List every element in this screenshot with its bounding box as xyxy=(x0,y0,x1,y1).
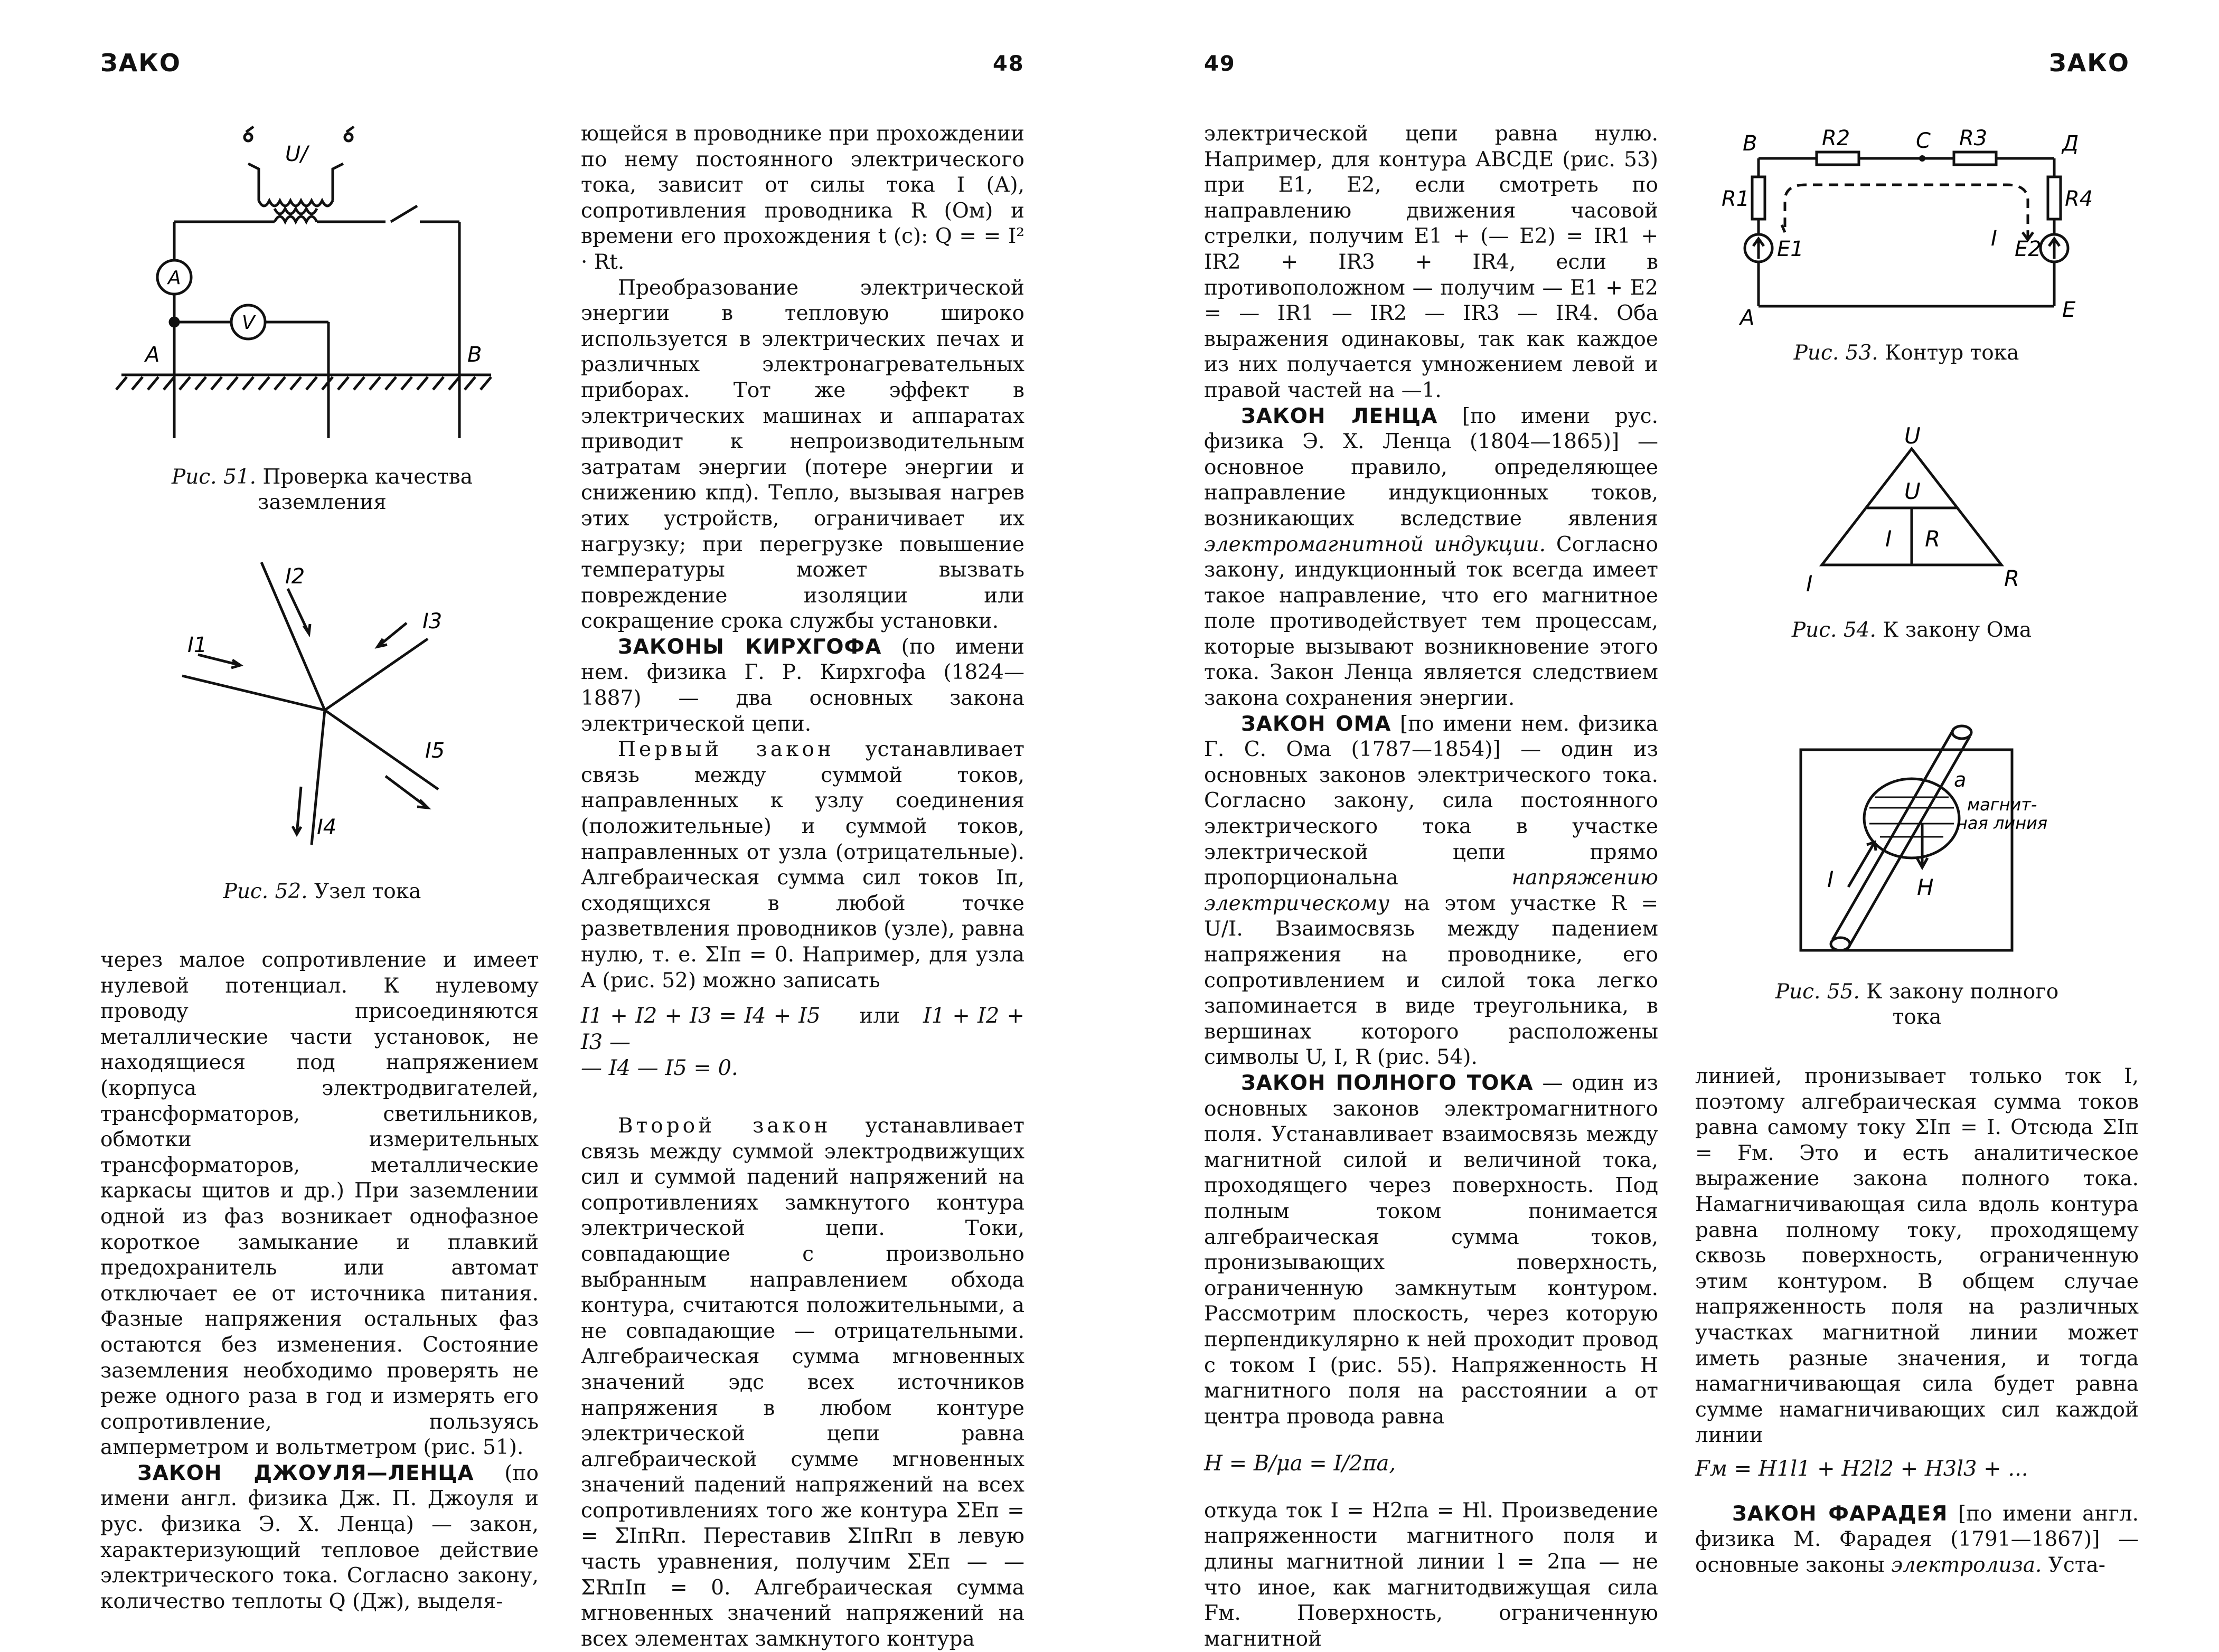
fig51-transformer-label: U/ xyxy=(285,142,308,166)
fig55-full-current-diagram xyxy=(1795,718,2091,961)
fig53-r4-label: R4 xyxy=(2065,187,2093,211)
after-formula-paragraph: откуда ток I = H2πa = Hl. Произведение напряженности магнитного поля и длины магнитной линии l = 2πa — не что иное, как магнитодвижущая сила Fм. Поверхность, ограниченную магнитной xyxy=(1204,1498,1658,1651)
fig54-u-outer: U xyxy=(1904,423,1921,449)
first-law-lead: Первый закон xyxy=(618,738,834,762)
fig52-caption-text: Узел тока xyxy=(314,880,421,903)
second-law-text: устанавливает связь между суммой электродвижущих сил и суммой падений напряжений на сопротивлениях замкнутого контура электрической цепи. Токи, совпадающие с произвольно выбранным направлением обхода контура, считаются положительными, а не совпадающие — отрицательными. Алгебраическая сумма мгновенных значений эдс всех источников напряжения в любом контуре электрической цепи равна алгебраической сумме мгновенных значений падений напряжений на всех сопротивлениях того же контура ΣEп = = ΣIпRп. Переставив ΣIпRп в левую часть уравнения, получим ΣEп — — ΣRпIп = 0. Алгебраическая сумма мгновенных значений напряжений на всех элементах замкнутого контура xyxy=(581,1113,1024,1651)
ohm-text-a: [по имени нем. физика Г. С. Ома (1787—1854)] — один из основных законов электрического тока. Согласно закону, сила постоянного электрического тока в участке электрической цепи прямо пропорциональна xyxy=(1204,712,1658,890)
fig53-e1-label: E1 xyxy=(1777,237,1804,261)
second-law-paragraph xyxy=(581,1113,1024,1652)
left-column-2 xyxy=(581,121,1024,1652)
left-column-1 xyxy=(100,948,539,1615)
fig52-caption xyxy=(111,879,533,904)
first-law-paragraph xyxy=(581,737,1024,994)
fig53-a-label: А xyxy=(1740,306,1755,330)
formula-or: или xyxy=(859,1004,900,1028)
left-page-number: 48 xyxy=(993,52,1024,76)
kirchhoff-formula-2a: I1 + I2 + I3 — xyxy=(581,1004,1024,1054)
full-current-term: ЗАКОН ПОЛНОГО ТОКА xyxy=(1241,1071,1534,1095)
formula-h: H = B/μa = I/2πa, xyxy=(1204,1451,1396,1476)
formula-f-line xyxy=(1695,1456,2139,1483)
fig55-caption-text: К закону полного тока xyxy=(1866,980,2059,1029)
fig53-node-c xyxy=(1919,155,1925,162)
fig54-r-outer: R xyxy=(2004,565,2020,591)
fig55-i-label: I xyxy=(1827,866,1834,892)
fig55-line-label-2: ная линия xyxy=(1957,813,2048,833)
faraday-text-a: [по имени англ. физика М. Фарадея (1791—1867)] — основные законы xyxy=(1695,1502,2139,1577)
fig55-a-label: a xyxy=(1954,768,1967,791)
faraday-article xyxy=(1695,1502,2139,1579)
ohm-italic: напряжению электрическому xyxy=(1204,866,1658,915)
kirchhoff-formula-2b: — I4 — I5 = 0. xyxy=(581,1056,738,1081)
fig54-ohm-triangle xyxy=(1806,417,2020,597)
lenz-italic: электромагнитной индукции. xyxy=(1204,532,1546,556)
fig52-label: Рис. 52. xyxy=(223,880,308,903)
right-running-header: ЗАКО xyxy=(2049,49,2130,77)
full-current-continuation: линией, пронизывает только ток I, поэтому алгебраическая сумма токов равна самому току ΣIп = I. Отсюда ΣIп = Fм. Это и есть аналитическое выражение закона полного тока. Намагничивающая сила вдоль контура равна полному току, проходящему сквозь поверхность, ограниченную этим контуром. В общем случае напряженность поля на различных участках магнитной линии может иметь разные значения, и тогда намагничивающая сила будет равна сумме намагничивающих сил каждой линии xyxy=(1695,1064,2139,1448)
fig53-caption xyxy=(1722,341,2091,366)
fig52-i2-label: I2 xyxy=(285,564,305,589)
faraday-text-b: Уста- xyxy=(2048,1553,2105,1577)
fig51-grounding-diagram xyxy=(121,121,491,438)
ohm-article xyxy=(1204,712,1658,1071)
second-law-lead: Второй закон xyxy=(618,1113,831,1138)
fig52-i5-label: I5 xyxy=(425,739,445,763)
fig53-r3-label: R3 xyxy=(1959,126,1988,150)
full-current-article xyxy=(1204,1071,1658,1430)
heat-conversion-paragraph: Преобразование электрической энергии в тепловую широко используется в электрических печах и различных электронагревательных приборах. Тот же эффект в электрических машинах и аппаратах приводит к непроизводительным затратам энергии (потере энергии и снижению кпд). Тепло, вызывая нагрев этих устройств, ограничивает их нагрузку; при перегрузке повышение температуры может вызвать повреждение изоляции или сокращение срока службы установки. xyxy=(581,276,1024,634)
fig55-line-label-1: магнит- xyxy=(1967,795,2037,815)
fig52-i1-label: I1 xyxy=(187,633,208,657)
grounding-paragraph: через малое сопротивление и имеет нулевой потенциал. К нулевому проводу присоединяются металлические части установок, не находящиеся под напряжением (корпуса электродвигателей, трансформаторов, светильников, обмотки измерительных трансформаторов, металлические каркасы щитов и др.) При заземлении одной из фаз возникает однофазное короткое замыкание и плавкий предохранитель или автомат отключает ее от источника питания. Фазные напряжения остальных фаз остаются без изменения. Состояние заземления необходимо проверять не реже одного раза в год и измерять его сопротивление, пользуясь амперметром и вольтметром (рис. 51). xyxy=(100,948,539,1460)
fig55-caption xyxy=(1759,979,2075,1030)
fig54-label: Рис. 54. xyxy=(1791,618,1876,642)
joule-lenz-article xyxy=(100,1461,539,1615)
right-column-1 xyxy=(1204,121,1658,1652)
fig54-caption-text: К закону Ома xyxy=(1883,618,2032,642)
fig53-e-label: Е xyxy=(2062,298,2076,322)
fig55-h-label: H xyxy=(1917,874,1934,900)
fig51-voltmeter-label: V xyxy=(242,312,255,334)
fig52-i3-label: I3 xyxy=(422,609,443,634)
fig53-label: Рис. 53. xyxy=(1793,341,1878,365)
fig53-r1-label: R1 xyxy=(1722,187,1750,211)
fig54-caption xyxy=(1785,618,2038,643)
fig51-label: Рис. 51. xyxy=(171,465,256,489)
fig53-b-label: В xyxy=(1743,131,1757,156)
joule-continuation: ющейся в проводнике при прохождении по нему постоянного электрического тока, зависит от силы тока I (А), сопротивления проводника R (Ом) и времени его прохождения t (с): Q = = I² · Rt. xyxy=(581,122,1024,274)
fig52-i4-label: I4 xyxy=(317,815,337,839)
ohm-text-b: на этом участке R = U/I. Взаимосвязь между падением напряжения на проводнике, его сопротивлением и силой тока легко запоминается в виде треугольника, в вершинах которого расположены символы U, I, R (рис. 54). xyxy=(1204,891,1659,1070)
fig53-caption-text: Контур тока xyxy=(1885,341,2019,365)
kirchhoff-contour-paragraph: электрической цепи равна нулю. Например, для контура АВСДЕ (рис. 53) при E1, E2, если смотреть по направлению движения часовой стрелки, получим E1 + (— E2) = IR1 + IR2 + IR3 + IR4, если в противоположном — получим — E1 + E2 = — IR1 — IR2 — IR3 — IR4. Оба выражения одинаковы, так как каждое из них получается умножением левой и правой частей на —1. xyxy=(1204,122,1658,402)
fig54-u-inner: U xyxy=(1904,478,1921,504)
fig51-caption-text: Проверка качества заземления xyxy=(258,465,473,514)
fig51-ammeter-label: A xyxy=(168,267,181,289)
fig53-current-contour-diagram xyxy=(1722,126,2096,330)
formula-f: Fм = H1l1 + H2l2 + H3l3 + ... xyxy=(1695,1456,2028,1481)
left-running-header: ЗАКО xyxy=(100,49,181,77)
fig55-label: Рис. 55. xyxy=(1775,980,1860,1004)
fig51-point-a-label: A xyxy=(145,343,160,367)
fig53-c-label: С xyxy=(1916,129,1931,153)
fig54-i-outer: I xyxy=(1806,571,1813,597)
fig54-i-inner: I xyxy=(1885,526,1892,552)
kirchhoff-term: ЗАКОНЫ КИРХГОФА xyxy=(618,635,882,659)
kirchhoff-text: (по имени нем. физика Г. Р. Кирхгофа (1824—1887) — два основных закона электрической цепи. xyxy=(581,635,1024,736)
joule-lenz-text: (по имени англ. физика Дж. П. Джоуля и рус. физика Э. Х. Ленца) — закон, характеризующий тепловое действие электрического тока. Согласно закону, количество теплоты Q (Дж), выделя- xyxy=(100,1461,539,1613)
faraday-italic: электролиза. xyxy=(1891,1553,2042,1577)
right-page-number: 49 xyxy=(1204,52,1236,76)
joule-lenz-term: ЗАКОН ДЖОУЛЯ—ЛЕНЦА xyxy=(137,1461,474,1485)
right-column-2 xyxy=(1695,1064,2139,1578)
fig51-caption xyxy=(111,465,533,515)
fig53-i-label: I xyxy=(1991,226,1997,251)
kirchhoff-formula-1: I1 + I2 + I3 = I4 + I5 xyxy=(581,1004,821,1028)
faraday-term: ЗАКОН ФАРАДЕЯ xyxy=(1732,1502,1948,1526)
lenz-article xyxy=(1204,404,1658,712)
kirchhoff-article xyxy=(581,635,1024,737)
fig54-r-inner: R xyxy=(1925,526,1941,552)
ohm-term: ЗАКОН ОМА xyxy=(1241,712,1391,736)
fig53-r2-label: R2 xyxy=(1822,126,1850,150)
fig52-current-node-diagram xyxy=(174,560,491,855)
formula-h-line xyxy=(1204,1451,1658,1477)
full-current-text: — один из основных законов электромагнитного поля. Устанавливает взаимосвязь между магнитной силой и величиной тока, проходящего через поверхность. Под полным током понимается алгебраическая сумма токов, пронизывающих поверхность, ограниченную замкнутым контуром. Рассмотрим плоскость, через которую перпендикулярно к ней проходит провод с током I (рис. 55). Напряженность H магнитного поля на расстоянии a от центра провода равна xyxy=(1204,1071,1658,1429)
fig53-e2-label: E2 xyxy=(2015,237,2042,261)
fig53-d-label: Д xyxy=(2062,131,2079,156)
first-law-text: устанавливает связь между суммой токов, направленных к узлу соединения (положительные) и суммой токов, направленных от узла (отрицательные). Алгебраическая сумма сил токов Iп, сходящихся в любой точке разветвления проводников (узле), равна нулю, т. е. ΣIп = 0. Например, для узла A (рис. 52) можно записать xyxy=(581,738,1024,993)
kirchhoff-formula-line-2 xyxy=(581,1055,1024,1082)
kirchhoff-formula-line-1 xyxy=(581,1003,1024,1055)
fig51-point-b-label: B xyxy=(467,343,482,367)
lenz-text-b: Согласно закону, индукционный ток всегда имеет такое направление, что его магнитное поле противодействует тем процессам, которые вызывают возникновение этого тока. Закон Ленца является следствием закона сохранения энергии. xyxy=(1204,532,1658,711)
lenz-term: ЗАКОН ЛЕНЦА xyxy=(1241,404,1438,428)
lenz-text-a: [по имени рус. физика Э. Х. Ленца (1804—1865)] — основное правило, определяющее направление индукционных токов, возникающих вследствие явления xyxy=(1204,404,1658,531)
